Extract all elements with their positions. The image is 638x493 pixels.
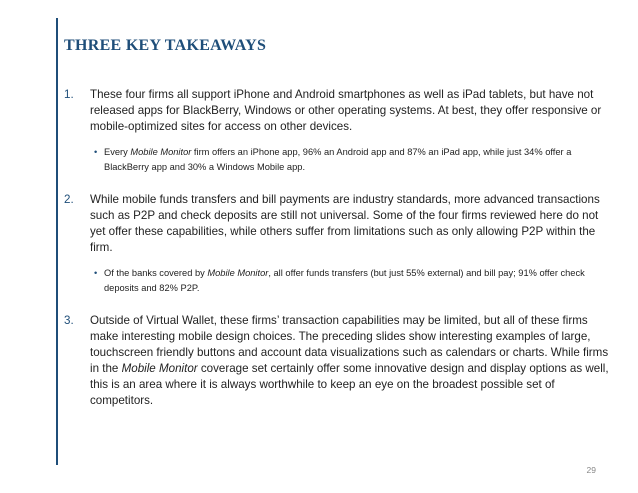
item-number: 2. <box>64 193 74 206</box>
item-text-start: Outside of Virtual Wallet, these firms’ transaction capabilities may be limited, but all of these firms make interesting mobile design choices. The preceding slides show interesting examples of large, touchscreen friendly buttons and account data visualizations such as calendars or charts. While firms in the <box>90 314 609 375</box>
page-number: 29 <box>586 465 596 475</box>
item-text-end: coverage set certainly offer some innovative design and display options as well, this is an area where it is always worthwhile to keep an eye on the broadest possible set of competitors. <box>90 362 609 407</box>
item-number: 1. <box>64 88 74 101</box>
subpoint-text-end: firm offers an iPhone app, 96% an Android app and 87% an iPad app, while just 34% offer a BlackBerry app and 30% a Windows Mobile app. <box>104 147 572 172</box>
item-text: These four firms all support iPhone and Android smartphones as well as iPad tablets, but have not released apps for BlackBerry, Windows or other operating systems. At best, they offer responsive or mobile-optimized sites for access on other devices. <box>90 88 602 133</box>
takeaways-list <box>64 87 609 409</box>
bullet-icon: • <box>94 147 98 157</box>
subpoint-text-start: Every <box>104 147 131 157</box>
item-text: While mobile funds transfers and bill payments are industry standards, more advanced transactions such as P2P and check deposits are still not universal. Some of the four firms reviewed here do not yet offer these capabilities, while others suffer from limitations such as only allowing P2P within the firm. <box>90 193 600 254</box>
item-number: 3. <box>64 314 74 327</box>
takeaway-subpoint-2 <box>64 266 609 296</box>
takeaway-item-2 <box>64 192 609 256</box>
page-title: THREE KEY TAKEAWAYS <box>64 37 267 54</box>
subpoint-text-end: , all offer funds transfers (but just 55% external) and bill pay; 91% offer check deposits and 82% P2P. <box>104 268 585 293</box>
subpoint-emphasis: Mobile Monitor <box>130 147 192 157</box>
takeaway-subpoint-1 <box>64 145 609 175</box>
bullet-icon: • <box>94 268 98 278</box>
takeaway-item-1 <box>64 87 609 135</box>
subpoint-text-start: Of the banks covered by <box>104 268 208 278</box>
takeaway-item-3 <box>64 313 609 409</box>
item-emphasis: Mobile Monitor <box>121 362 198 375</box>
left-accent-rule <box>56 18 58 465</box>
subpoint-emphasis: Mobile Monitor <box>207 268 269 278</box>
